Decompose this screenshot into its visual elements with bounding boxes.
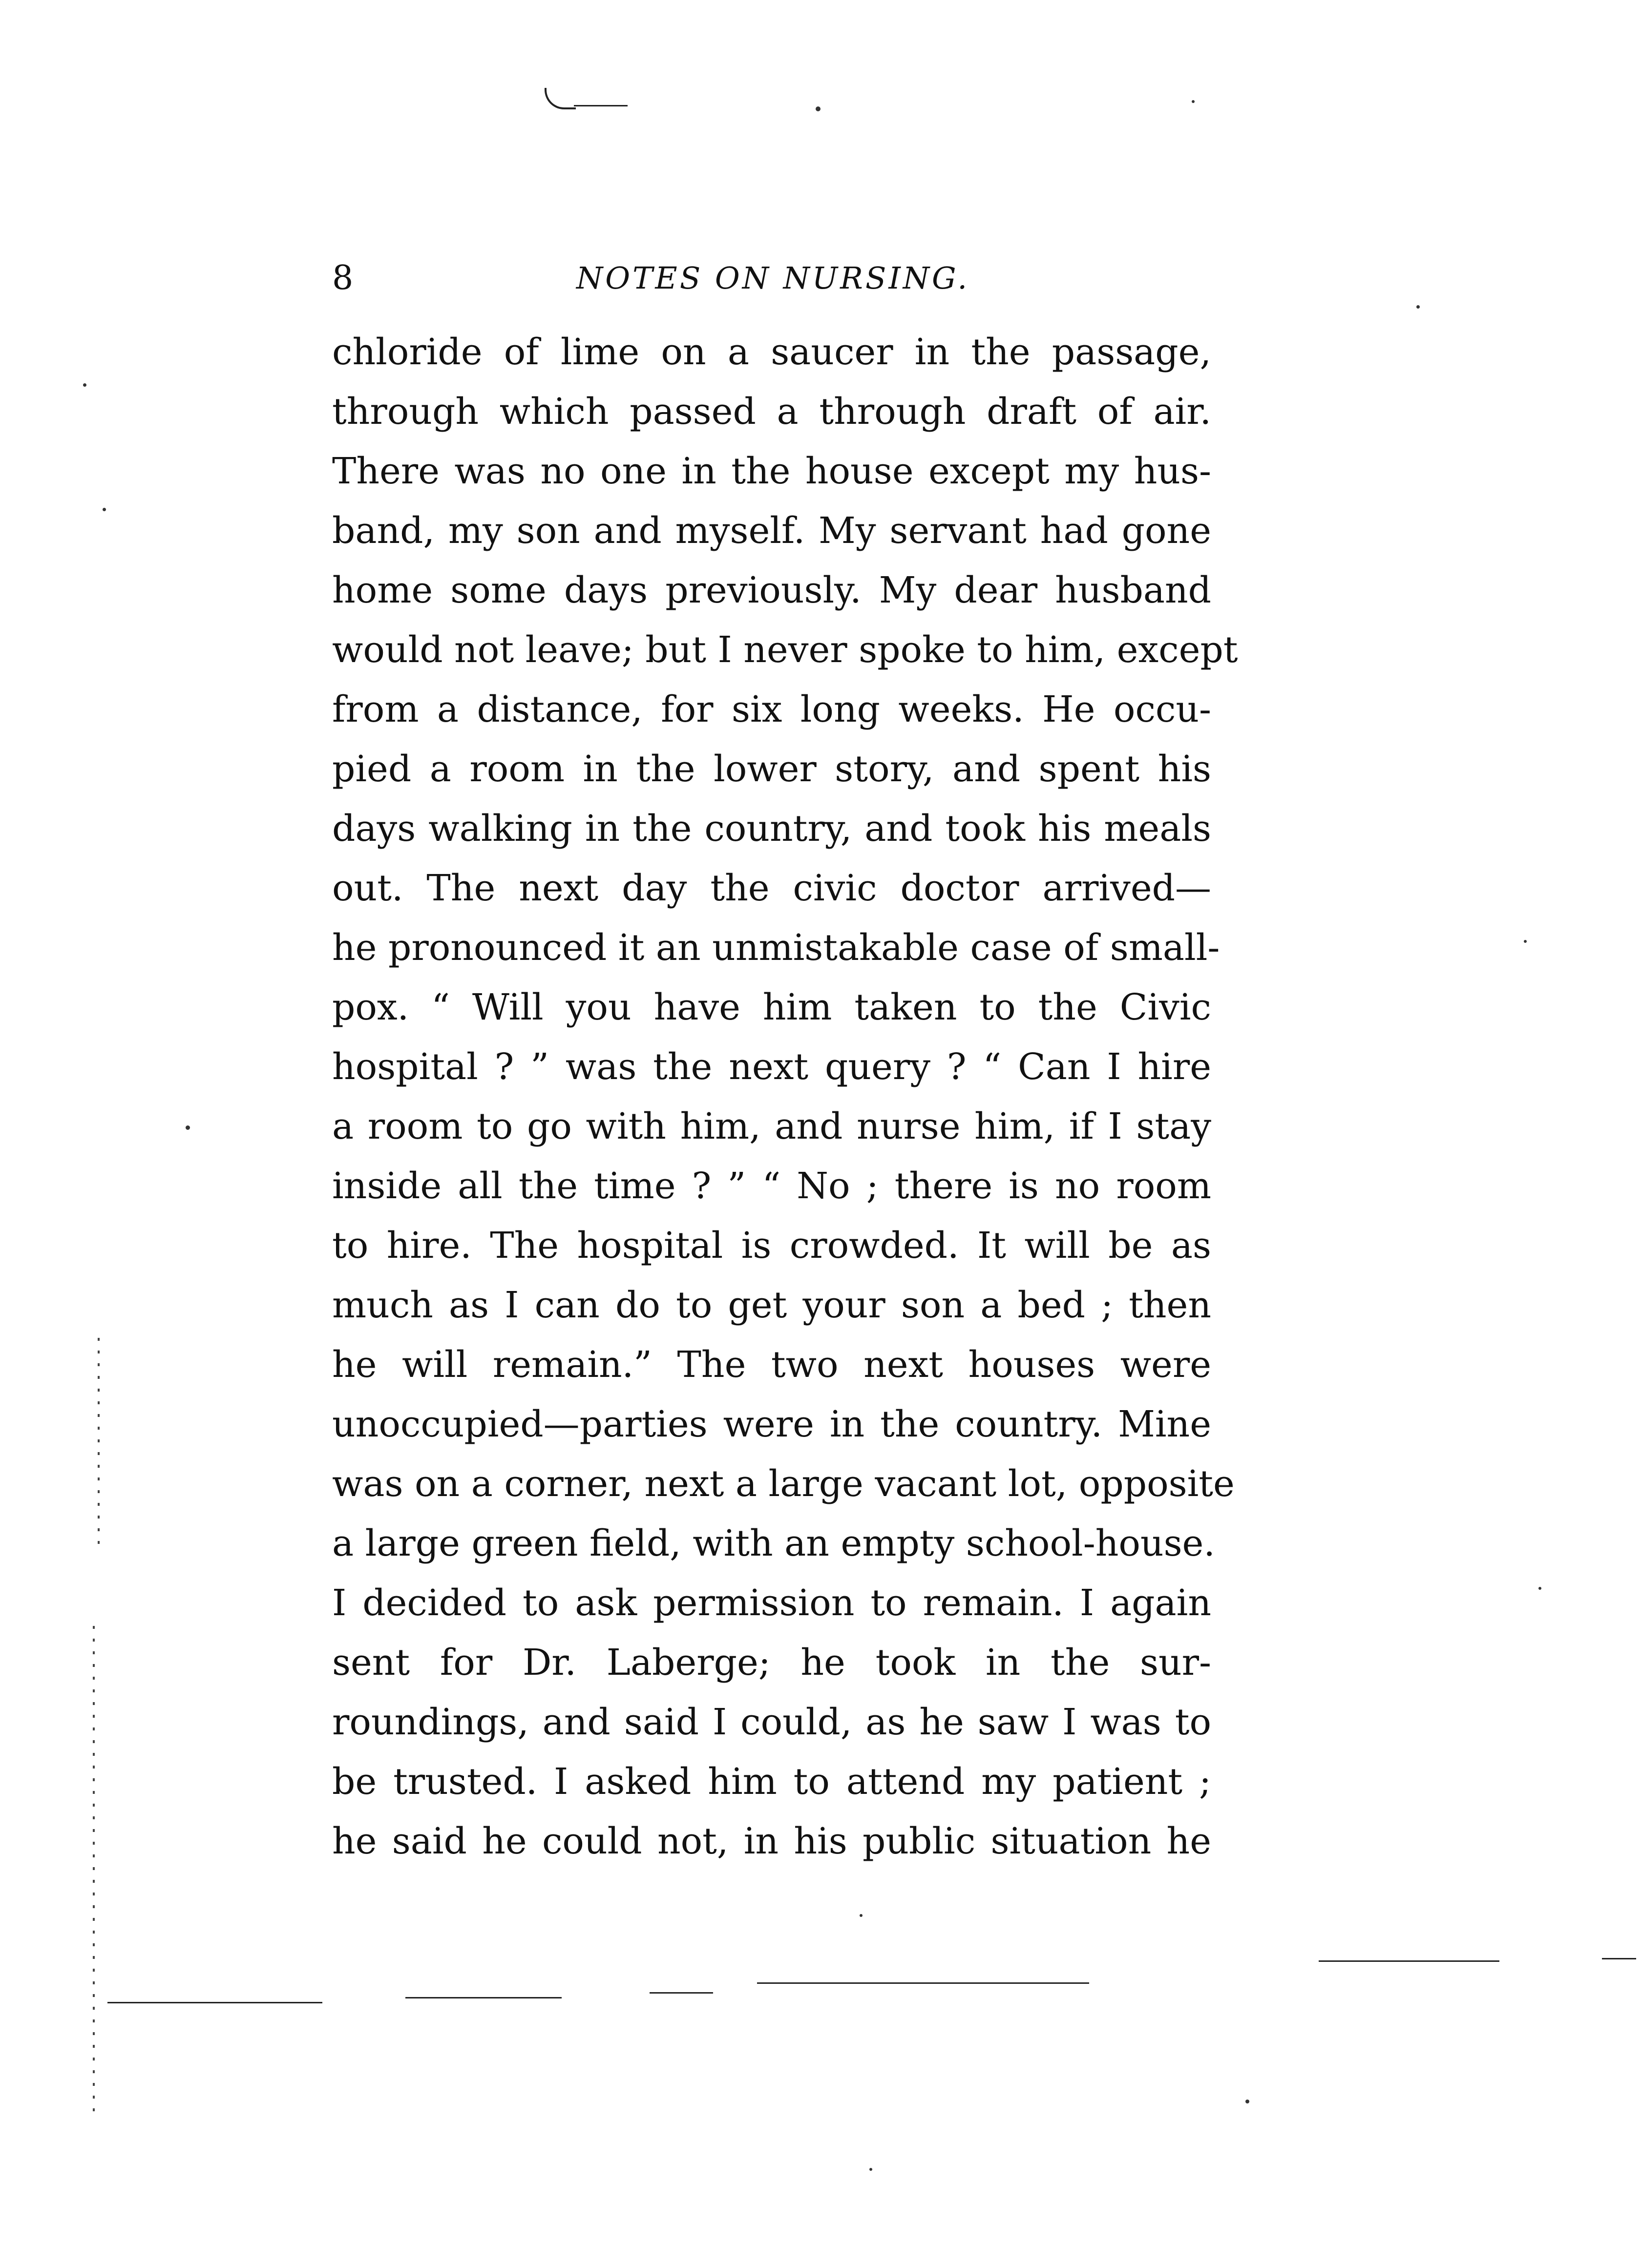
scan-speck bbox=[1524, 940, 1527, 943]
scan-speck bbox=[816, 106, 821, 111]
text-line: inside all the time ? ” “ No ; there is no room bbox=[332, 1165, 1211, 1207]
text-line: out. The next day the civic doctor arrived— bbox=[332, 867, 1211, 909]
text-line: sent for Dr. Laberge; he took in the sur- bbox=[332, 1642, 1211, 1684]
text-line: days walking in the country, and took his meals bbox=[332, 808, 1211, 850]
scan-speck bbox=[1245, 2100, 1249, 2103]
text-line: home some days previously. My dear husband bbox=[332, 569, 1211, 611]
margin-artifact bbox=[93, 1626, 95, 2114]
text-line: band, my son and myself. My servant had gone bbox=[332, 510, 1211, 552]
scan-rule bbox=[1602, 1958, 1636, 1959]
text-line: chloride of lime on a saucer in the passage, bbox=[332, 331, 1211, 373]
text-line: pied a room in the lower story, and spent his bbox=[332, 748, 1211, 790]
scan-speck bbox=[860, 1914, 863, 1917]
text-line: he pronounced it an unmistakable case of small- bbox=[332, 927, 1220, 969]
text-line: much as I can do to get your son a bed ; then bbox=[332, 1284, 1211, 1326]
scan-speck bbox=[869, 2168, 872, 2171]
body-text bbox=[332, 322, 1238, 1871]
text-line: roundings, and said I could, as he saw I was to bbox=[332, 1701, 1211, 1743]
scan-rule bbox=[1319, 1960, 1499, 1962]
scan-mark bbox=[574, 105, 628, 106]
scan-speck bbox=[1416, 305, 1420, 309]
scan-speck bbox=[103, 508, 106, 511]
text-line: pox. “ Will you have him taken to the Civic bbox=[332, 986, 1211, 1028]
margin-artifact bbox=[98, 1338, 100, 1553]
text-line: There was no one in the house except my hus- bbox=[332, 450, 1211, 492]
text-line: a room to go with him, and nurse him, if I stay bbox=[332, 1105, 1211, 1147]
scan-speck bbox=[1538, 1587, 1541, 1590]
text-line: he said he could not, in his public situation he bbox=[332, 1820, 1211, 1862]
scan-speck bbox=[186, 1125, 190, 1130]
running-title: NOTES ON NURSING. bbox=[576, 260, 970, 296]
text-line: be trusted. I asked him to attend my patient ; bbox=[332, 1761, 1211, 1803]
scan-speck bbox=[83, 383, 86, 387]
page-number: 8 bbox=[332, 259, 354, 297]
text-line: a large green field, with an empty school-house. bbox=[332, 1522, 1215, 1564]
scan-speck bbox=[1192, 100, 1195, 103]
text-line: would not leave; but I never spoke to him, except bbox=[332, 629, 1238, 671]
text-line: was on a corner, next a large vacant lot, opposite bbox=[332, 1463, 1235, 1505]
scan-rule bbox=[107, 2002, 322, 2003]
scan-rule bbox=[650, 1992, 713, 1994]
scan-mark bbox=[545, 88, 576, 109]
scan-rule bbox=[757, 1982, 1089, 1984]
page-header bbox=[332, 254, 1260, 303]
text-line: to hire. The hospital is crowded. It will be as bbox=[332, 1225, 1211, 1267]
text-line: I decided to ask permission to remain. I again bbox=[332, 1582, 1211, 1624]
text-line: from a distance, for six long weeks. He occu- bbox=[332, 688, 1211, 730]
scan-rule bbox=[405, 1997, 562, 1998]
text-line: unoccupied—parties were in the country. Mine bbox=[332, 1403, 1211, 1445]
text-line: through which passed a through draft of air. bbox=[332, 391, 1211, 433]
text-line: he will remain.” The two next houses were bbox=[332, 1344, 1211, 1386]
text-line: hospital ? ” was the next query ? “ Can I hire bbox=[332, 1046, 1211, 1088]
